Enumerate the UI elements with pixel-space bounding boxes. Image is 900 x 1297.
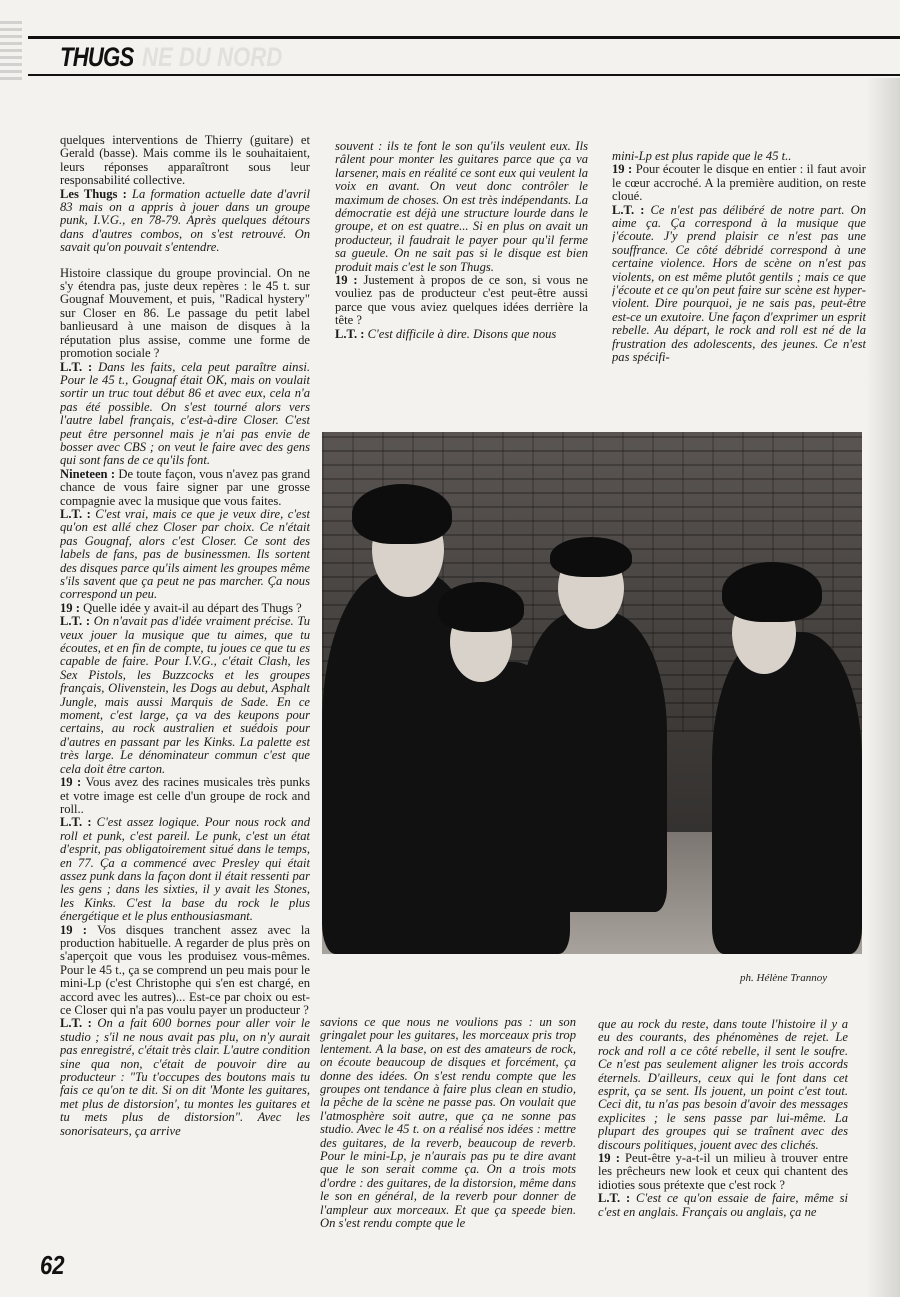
- paragraph: [612, 204, 866, 365]
- paragraph: [335, 140, 588, 274]
- column-3-top: [612, 150, 866, 375]
- paragraph: [598, 1192, 848, 1219]
- question-text: Peut-être y-a-t-il un milieu à trouver entre les prêcheurs new look et ceux qui chantent des idioties sous prétexte que c'est rock ?: [598, 1151, 848, 1192]
- paragraph: [320, 1016, 576, 1231]
- speaker-label: L.T. :: [60, 506, 96, 521]
- speaker-label: Les Thugs :: [60, 186, 132, 201]
- header-rule: [28, 36, 900, 39]
- paragraph: [60, 615, 310, 776]
- question-text: Justement à propos de ce son, si vous ne vouliez pas de producteur c'est peut-être aussi parce que vous aviez quelques idées derrière la tête ?: [335, 273, 588, 328]
- paragraph: [335, 274, 588, 328]
- speaker-label: 19 :: [60, 775, 86, 790]
- paragraph: [60, 602, 310, 615]
- header-rule-bottom: [28, 74, 900, 76]
- answer-text: C'est difficile à dire. Disons que nous: [367, 326, 557, 341]
- paragraph: [612, 150, 866, 163]
- question-text: quelques interventions de Thierry (guitare) et Gerald (basse). Mais comme ils le souhaitaient, leurs réponses apparaîtront sous leur responsabilité collective.: [60, 134, 310, 188]
- speaker-label: L.T. :: [60, 1016, 98, 1031]
- speaker-label: 19 :: [60, 922, 98, 937]
- paragraph: [612, 163, 866, 203]
- column-1: [60, 134, 310, 1249]
- person-3-hair: [550, 537, 632, 577]
- person-4: [712, 632, 862, 954]
- person-4-hair: [722, 562, 822, 622]
- speaker-label: 19 :: [335, 273, 364, 288]
- paragraph: [60, 134, 310, 188]
- speaker-label: 19 :: [598, 1151, 626, 1166]
- speaker-label: L.T. :: [60, 815, 97, 830]
- question-text: Quelle idée y avait-il au départ des Thugs ?: [83, 600, 302, 615]
- speaker-label: L.T. :: [335, 326, 368, 341]
- question-text: Vos disques tranchent assez avec la production habituelle. A regarder de plus près on s'aperçoit que vous les produisez vous-mêmes. Pour le 45 t., ça se comprend un peu mais pour le mini-Lp (c'est Christophe qui s'en est chargé, en accord avec les autres)... Est-ce par choix ou est-ce Closer qui n'a pas voulu payer un producteur ?: [60, 922, 310, 1017]
- speaker-label: 19 :: [612, 162, 636, 177]
- person-3: [517, 612, 667, 912]
- answer-text: Ce n'est pas délibéré de notre part. On aime ça. Ça correspond à la musique que j'écoute. J'y prend plaisir ce n'est pas une souffrance. Ce côté débridé correspond à une certaine violence. Hors de scène on n'est pas violents, on est même plutôt gentils ; mais ce que j'écoute et ce qu'on peut faire sur scène est hyper-violent. Dire pourquoi, je ne sais pas, peut-être est-ce un exutoire. Une façon d'exprimer un esprit rebelle. Au départ, le rock and roll est né de la frustration des adolescents, des jeunes. Ce n'est pas spécifi-: [612, 202, 866, 365]
- question-text: Pour écouter le disque en entier : il faut avoir le cœur accroché. A la première audition, on reste cloué.: [612, 162, 866, 204]
- binding-edge: [0, 20, 22, 80]
- speaker-label: L.T. :: [612, 202, 651, 217]
- paragraph: [60, 1017, 310, 1138]
- person-1-hair: [352, 484, 452, 544]
- paragraph: [60, 924, 310, 1018]
- photo-credit: ph. Hélène Trannoy: [740, 972, 828, 984]
- speaker-label: L.T. :: [60, 614, 94, 629]
- person-2-hair: [438, 582, 524, 632]
- answer-text: On n'avait pas d'idée vraiment précise. Tu veux jouer la musique que tu aimes, que tu écoutes, et en fin de compte, tu joues ce que tu es capable de faire. Pour I.V.G., c'était Clash, les Sex Pistols, les Buzzcocks et les groupes français, Olivenstein, les Dogs au debut, Asphalt Jungle, mais aussi Marquis de Sade. En ce moment, c'est large, ça va des keupons pour certains, au rock australien et suédois pour d'autres en passant par les Kinks. La palette est très large. Le dénominateur commun c'est que cela doit être carton.: [60, 614, 310, 776]
- speaker-label: 19 :: [60, 600, 84, 615]
- paragraph: [60, 776, 310, 816]
- paragraph: [335, 328, 588, 341]
- band-photo: [322, 432, 862, 954]
- answer-text: souvent : ils te font le son qu'ils veulent eux. Ils râlent pour monter les guitares parce que ça va larsener, mais en réalité ce sont eux qui veulent la voix en avant. On veut donc contrôler le maximum de choses. On est très indépendants. La démocratie est déjà une structure lourde dans le groupe, et on est quatre... Si en plus on avait un producteur, il faudrait le payer pour qu'il ferme sa gueule. On ne sait pas si le disque est bien produit mais c'est le son Thugs.: [335, 140, 588, 274]
- answer-text: savions ce que nous ne voulions pas : un son gringalet pour les guitares, les morceaux pris trop lentement. A la base, on est des amateurs de rock, on écoute beaucoup de disques et forcément, ça donne des idées. On s'est rendu compte que les groupes ont tendance à faire plus clean en studio, la pêche de la scène ne passe pas. On voulait que l'atmosphère soit autre, que ça ne sonne pas studio. Avec le 45 t. on a réalisé nos idées : mettre des guitares, de la reverb, beaucoup de reverb. Pour le mini-Lp, je n'aurais pas pu te dire avant que le son serait comme ça. On a trois mots d'ordre : des guitares, de la distorsion, même dans le son en général, de la reverb pour donner de l'ampleur aux morceaux. Et que ça speede bien. On s'est rendu compte que le: [320, 1016, 576, 1231]
- paragraph: [60, 361, 310, 468]
- speaker-label: L.T. :: [598, 1191, 637, 1206]
- paragraph: [60, 816, 310, 923]
- page-curve-shadow: [866, 78, 900, 1297]
- answer-text: Dans les faits, cela peut paraître ainsi. Pour le 45 t., Gougnaf était OK, mais on voulait sortir un truc tout début 86 et avec eux, cela n'a pas été possible. On s'est tourné alors vers l'autre label français, c'est-à-dire Closer. C'est peut être personnel mais je n'ai pas envie de bosser avec CBS ; on veut le faire avec des gens qui sont fans de ce qu'ils font.: [60, 359, 310, 468]
- page-number: 62: [40, 1250, 65, 1280]
- answer-text: C'est assez logique. Pour nous rock and roll et punk, c'est pareil. Le punk, c'est un état d'esprit, pas obligatoirement situé dans le temps, en 77. Ça a commencé avec Presley qui était assez punk dans la façon dont il était ressenti par les gens ; dans les sixties, il y avait les Stones, les Kinks. C'est la base du rock le plus énergétique et le plus enthousiasmant.: [60, 815, 310, 924]
- speaker-label: Nineteen :: [60, 466, 119, 481]
- question-text: De toute façon, vous n'avez pas grand chance de vous faire signer par une grosse compagnie avec la musique que vous faites.: [60, 466, 310, 508]
- question-text: Vous avez des racines musicales très punks et votre image est celle d'un groupe de rock and roll..: [60, 775, 310, 816]
- paragraph: [60, 188, 310, 255]
- paragraph: [598, 1152, 848, 1192]
- column-2-bottom: [320, 1016, 576, 1251]
- answer-text: C'est vrai, mais ce que je veux dire, c'est qu'on est allé chez Closer par choix. Ce n'était pas Gougnaf, alors c'est Closer. Ce sont des labels de fans, pas de businessmen. Ils sortent des disques parce qu'ils aiment les groupes même s'ils savent que ça peut ne pas marcher. Ça nous correspond un peu.: [60, 506, 310, 602]
- answer-text: C'est ce qu'on essaie de faire, même si c'est en anglais. Français ou anglais, ça ne: [598, 1191, 848, 1219]
- answer-text: On a fait 600 bornes pour aller voir le studio ; s'il ne nous avait pas plu, on n'y aurait pas enregistré, c'était très clair. L'autre condition sine qua non, c'était de pouvoir dire au producteur : "Tu t'occupes des boutons mais tu fais ce qu'on te dit. Si on dit 'Monte les guitares, met plus de distorsion', tu montes les guitares et tu mets plus de distorsion". Avec les sonorisateurs, ça arrive: [60, 1016, 310, 1138]
- paragraph: [598, 1018, 848, 1152]
- paragraph: [60, 468, 310, 508]
- paragraph: [60, 508, 310, 602]
- column-2-top: [335, 140, 588, 370]
- question-text: Histoire classique du groupe provincial. On ne s'y étendra pas, juste deux repères : le 45 t. sur Gougnaf Mouvement, et puis, "Radical hystery" sur Closer en 86. Le passage du petit label banlieusard à une maison de disques à la réputation plus assise, comme une forme de promotion sociale ?: [60, 265, 310, 361]
- paragraph: [60, 267, 310, 361]
- section-title: THUGS: [60, 42, 134, 72]
- answer-text: que au rock du reste, dans toute l'histoire il y a eu des courants, des phénomènes de rejet. Le rock and roll a ce côté rebelle, il sent le soufre. Ce n'est pas seulement aligner les trois accords éternels. D'ailleurs, ceux qui le font dans cet esprit, ça se sent. Ils jouent, un point c'est tout. Ceci dit, tu n'as pas besoin d'avoir des messages explicites ; le sens passe par lui-même. La plupart des groupes qui se traînent avec des discours politiques, jouent avec des clichés.: [598, 1018, 848, 1152]
- column-3-bottom: [598, 1018, 848, 1258]
- section-ghost-title: NE DU NORD: [142, 42, 283, 72]
- answer-text: mini-Lp est plus rapide que le 45 t..: [612, 150, 792, 163]
- answer-text: La formation actuelle date d'avril 83 mais on a appris à jouer dans un groupe punk, I.V.G., en 78-79. Après quelques détours dans d'autres combos, on s'est retrouvé. On savait qu'on pouvait s'entendre.: [60, 186, 310, 255]
- speaker-label: L.T. :: [60, 359, 99, 374]
